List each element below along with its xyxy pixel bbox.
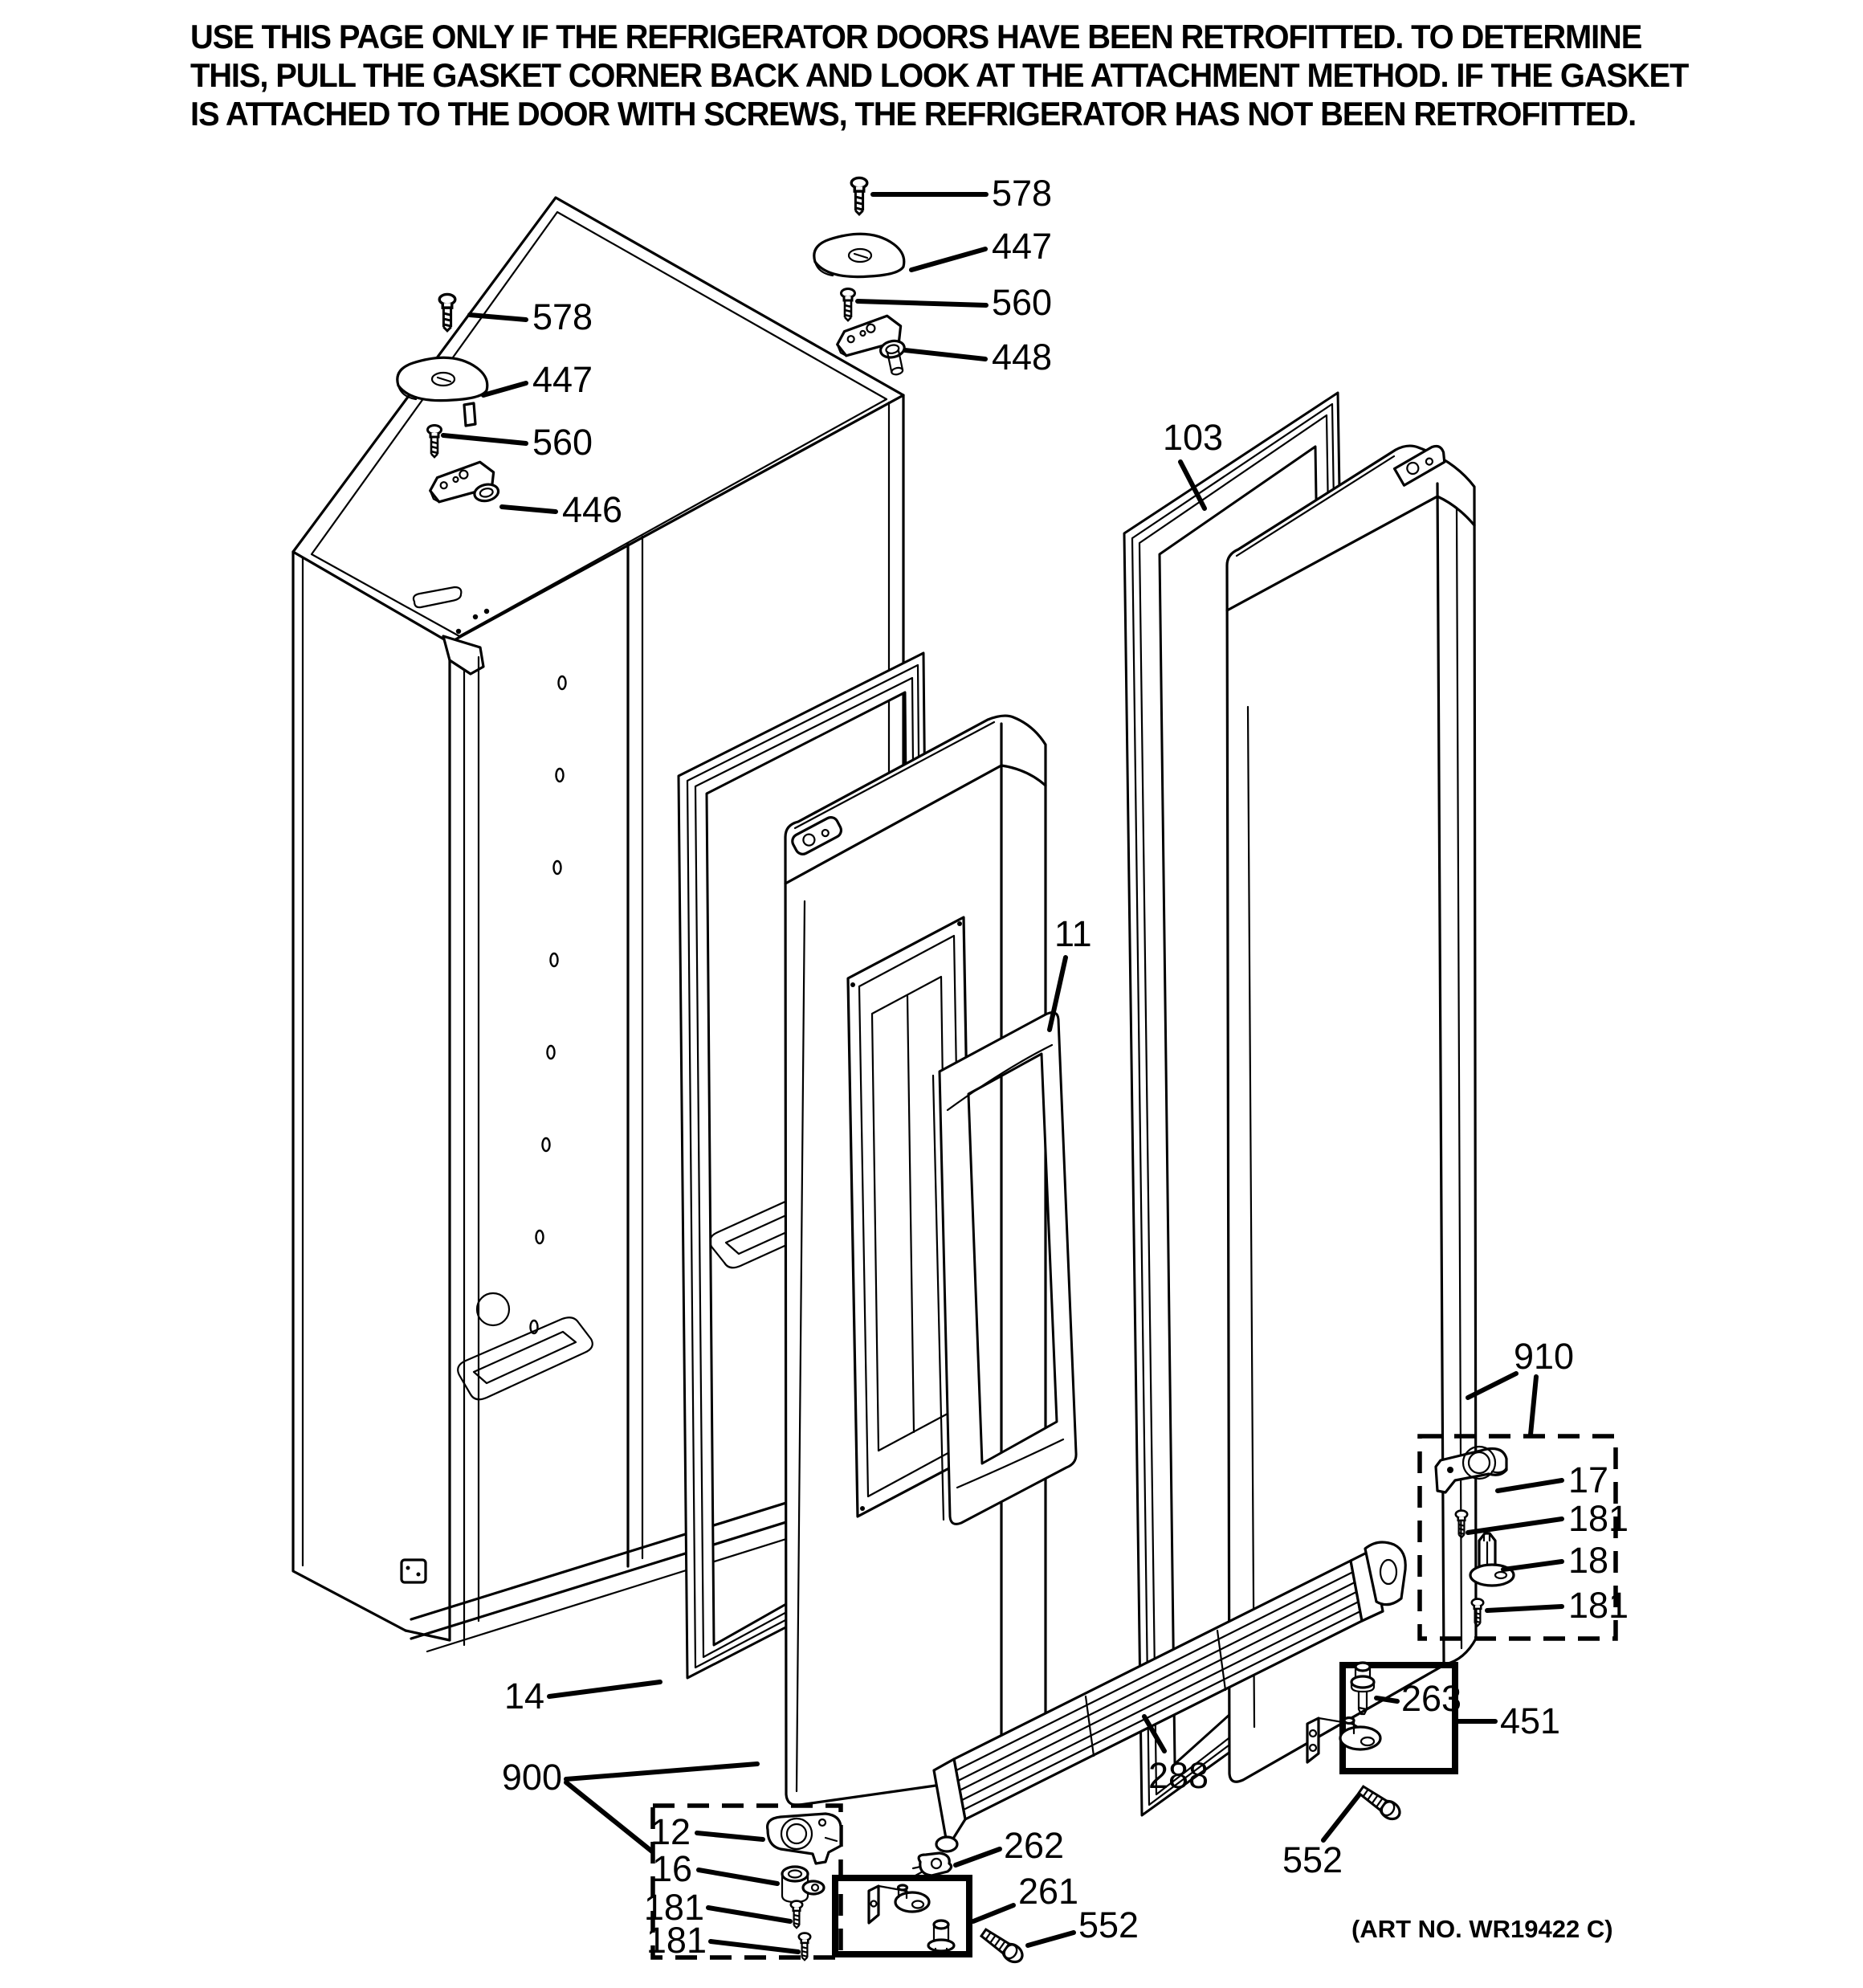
callout-552-center: 552 (1078, 1904, 1139, 1945)
callout-262: 262 (1004, 1825, 1065, 1866)
callout-446: 446 (562, 489, 623, 530)
bracket-12 (768, 1814, 841, 1863)
callout-14: 14 (503, 1676, 544, 1717)
callout-103: 103 (1163, 417, 1224, 458)
warning-line-3: IS ATTACHED TO THE DOOR WITH SCREWS, THE REFRIGERATOR HAS NOT BEEN RETROFITTED. (190, 95, 1637, 133)
clip-262 (913, 1853, 952, 1876)
screw-181-c (791, 1901, 802, 1929)
callout-578-fresh-food: 578 (992, 173, 1053, 214)
callout-18: 18 (1568, 1540, 1609, 1581)
callout-263: 263 (1401, 1678, 1462, 1719)
bushing-16 (782, 1867, 824, 1902)
callout-16: 16 (651, 1848, 692, 1889)
callout-181-d: 181 (646, 1920, 707, 1961)
callout-12: 12 (650, 1811, 691, 1852)
warning-line-2: THIS, PULL THE GASKET CORNER BACK AND LOOK AT THE ATTACHMENT METHOD. IF THE GASKET (190, 56, 1689, 94)
callout-181-c: 181 (643, 1887, 704, 1928)
callout-288: 288 (1148, 1755, 1209, 1796)
art-number: (ART NO. WR19422 C) (1351, 1915, 1613, 1943)
freezer-door (785, 716, 1046, 1805)
callout-900: 900 (501, 1757, 562, 1798)
callout-451: 451 (1500, 1700, 1561, 1741)
back-wall-hole (477, 1293, 509, 1325)
callout-552-right: 552 (1282, 1839, 1343, 1880)
callout-910: 910 (1514, 1336, 1575, 1377)
stud-560-fresh-food (842, 289, 855, 321)
callout-560-freezer: 560 (532, 422, 593, 463)
front-foot-plate (402, 1560, 426, 1582)
warning-line-1: USE THIS PAGE ONLY IF THE REFRIGERATOR DOORS HAVE BEEN RETROFITTED. TO DETERMINE (190, 18, 1642, 55)
callout-447-fresh-food: 447 (992, 226, 1053, 267)
bracket-261 (869, 1885, 929, 1923)
callout-560-fresh-food: 560 (992, 282, 1053, 323)
bolt-552-right (1356, 1783, 1403, 1823)
pin-261 (928, 1921, 954, 1953)
callout-447-freezer: 447 (532, 359, 593, 400)
hinge-cover-447-fresh-food (814, 234, 904, 276)
callout-11: 11 (1054, 913, 1092, 954)
callout-181-b: 181 (1568, 1585, 1629, 1626)
shelf-peg-holes-freezer (531, 676, 566, 1333)
callout-17: 17 (1568, 1459, 1609, 1500)
callout-578-freezer: 578 (532, 296, 593, 337)
callout-261: 261 (1018, 1871, 1079, 1912)
callout-448: 448 (992, 337, 1053, 378)
screw-578-freezer (439, 294, 455, 330)
screw-578-fresh-food (851, 178, 867, 214)
bolt-552-center (979, 1926, 1025, 1966)
callout-181-a: 181 (1568, 1498, 1629, 1539)
